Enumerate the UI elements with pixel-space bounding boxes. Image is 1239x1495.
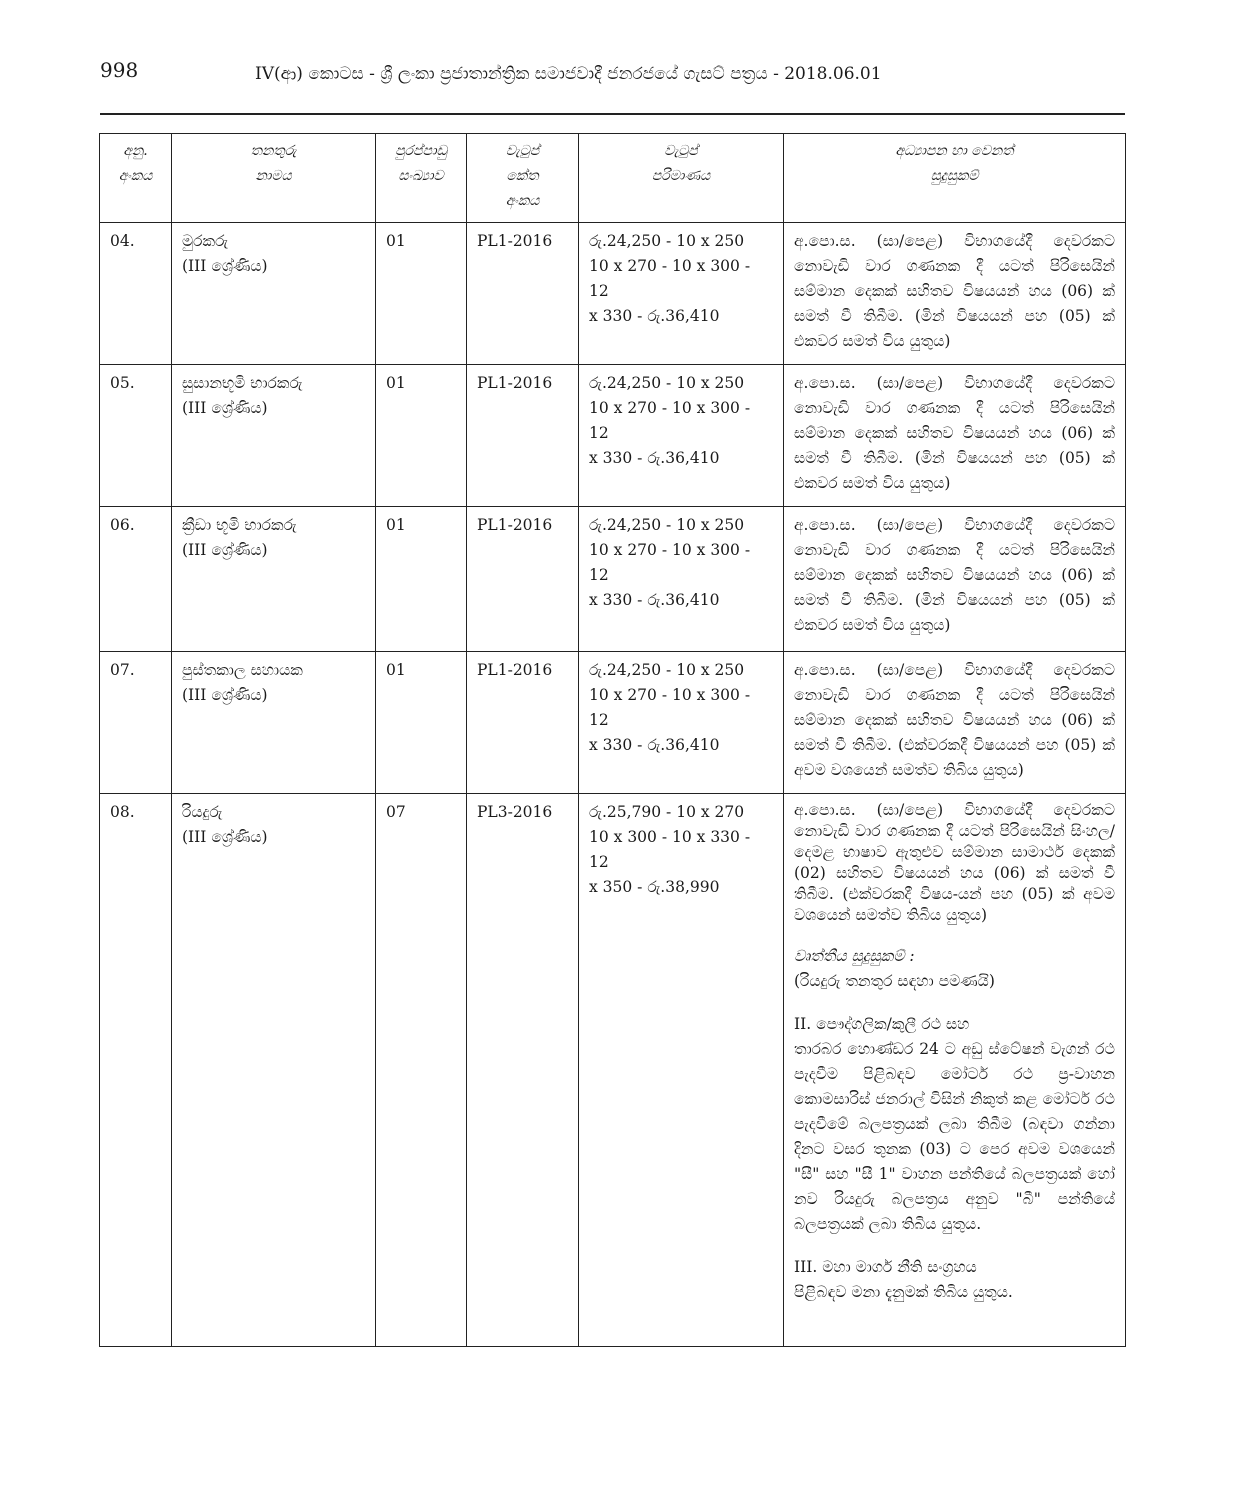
vacancy-count: 07 bbox=[376, 794, 467, 1347]
education-qualification: අ.පො.ස. (සා/පෙළ) විභාගයේදී දෙවරකට නොවැඩි වාර ගණනක දී යටත් පිරිසෙයින් සිංහල/ දෙමළ භාෂාව ඇතුළුව සම්මාන සාමාර්ථ දෙකක් (02) සහිතව විෂයයන් හය (06) ක් සමත් වී තිබීම. (එක්වරකදී විෂය-යන් පහ (05) ක් අවම වශයෙන් සමත්ව තිබිය යුතුය) bbox=[794, 801, 1115, 924]
qualifications: අ.පො.ස. (සා/පෙළ) විභාගයේදී දෙවරකට නොවැඩි වාර ගණනක දී යටත් පිරිසෙයින් සම්මාන දෙකක් සහිතව විෂයයන් හය (06) ක් සමත් වී තිබීම. (මින් විෂයයන් පහ (05) ක් එකවර සමත් විය යුතුය) bbox=[784, 507, 1126, 652]
header-post: තනතුරු නාමය bbox=[172, 134, 376, 223]
item-2-heading: II. පෞද්ගලික/කුලී රථ සහ bbox=[794, 1015, 970, 1033]
row-number: 06. bbox=[100, 507, 172, 652]
table-row bbox=[100, 507, 1126, 652]
page-number: 998 bbox=[100, 58, 139, 82]
item-3-body: පිළිබඳව මනා දැනුමක් තිබිය යුතුය. bbox=[794, 1283, 1013, 1301]
post-name: සුසානභූමි භාරකරු (III ශ්‍රේණිය) bbox=[172, 365, 376, 507]
item-2-body: තාරබර හොණ්ඩර 24 ට අඩු ස්ටේෂන් වැගන් රථ පැදවීම පිළිබඳව මෝටර් රථ ප්‍ර-වාහන කොමසාරිස් ජනරාල් විසින් නිකුත් කළ මෝටර් රථ පැදවීමේ බලපත්‍රයක් ලබා තිබීම (බඳවා ගන්නා දිනට වසර තුනක (03) ට පෙර අවම වශයෙන් "සී" සහ "සී 1" වාහන පන්තියේ බලපත්‍රයක් හෝ නව රියදුරු බලපත්‍රය අනුව "බී" පන්තියේ බලපත්‍රයක් ලබා තිබිය යුතුය. bbox=[794, 1040, 1115, 1233]
table-row bbox=[100, 365, 1126, 507]
header-vacancies: පුරප්පාඩු සංඛ්‍යාව bbox=[376, 134, 467, 223]
vacancy-count: 01 bbox=[376, 365, 467, 507]
vacancy-table bbox=[99, 133, 1126, 1347]
post-name: ක්‍රීඩා භූමි භාරකරු (III ශ්‍රේණිය) bbox=[172, 507, 376, 652]
post-name: පුස්තකාල සහායක (III ශ්‍රේණිය) bbox=[172, 652, 376, 794]
row-number: 05. bbox=[100, 365, 172, 507]
qualifications: අ.පො.ස. (සා/පෙළ) විභාගයේදී දෙවරකට නොවැඩි වාර ගණනක දී යටත් පිරිසෙයින් සම්මාන දෙකක් සහිතව විෂයයන් හය (06) ක් සමත් වී තිබීම. (මින් විෂයයන් පහ (05) ක් එකවර සමත් විය යුතුය) bbox=[784, 223, 1126, 365]
salary-scale: රු.24,250 - 10 x 250 10 x 270 - 10 x 300 - 12 x 330 - රු.36,410 bbox=[579, 507, 784, 652]
vocational-title: වෘත්තීය සුදුසුකම් : bbox=[794, 947, 915, 965]
table-row bbox=[100, 223, 1126, 365]
salary-scale: රු.24,250 - 10 x 250 10 x 270 - 10 x 300 - 12 x 330 - රු.36,410 bbox=[579, 223, 784, 365]
vocational-qualification-block bbox=[794, 944, 1115, 994]
salary-code: PL1-2016 bbox=[467, 365, 579, 507]
header-rule bbox=[100, 113, 1125, 115]
table-header-row bbox=[100, 134, 1126, 223]
salary-code: PL1-2016 bbox=[467, 223, 579, 365]
header-qualifications: අධ්‍යාපන හා වෙනත් සුදුසුකම් bbox=[784, 134, 1126, 223]
header-salary-code: වැටුප් කේත අංකය bbox=[467, 134, 579, 223]
salary-scale: රු.25,790 - 10 x 270 10 x 300 - 10 x 330 - 12 x 350 - රු.38,990 bbox=[579, 794, 784, 1347]
header-salary-scale: වැටුප් පරිමාණය bbox=[579, 134, 784, 223]
vacancy-count: 01 bbox=[376, 652, 467, 794]
salary-scale: රු.24,250 - 10 x 250 10 x 270 - 10 x 300 - 12 x 330 - රු.36,410 bbox=[579, 365, 784, 507]
vacancy-count: 01 bbox=[376, 507, 467, 652]
qualifications: අ.පො.ස. (සා/පෙළ) විභාගයේදී දෙවරකට නොවැඩි වාර ගණනක දී යටත් පිරිසෙයින් සම්මාන දෙකක් සහිතව විෂයයන් හය (06) ක් සමත් වී තිබීම. (මින් විෂයයන් පහ (05) ක් එකවර සමත් විය යුතුය) bbox=[784, 365, 1126, 507]
post-name: රියදුරු (III ශ්‍රේණිය) bbox=[172, 794, 376, 1347]
running-head: IV(ආ) කොටස - ශ්‍රී ලංකා ප්‍රජාතාන්ත්‍රික සමාජවාදී ජනරජයේ ගැසට් පත්‍රය - 2018.06.01 bbox=[255, 64, 882, 84]
table-row bbox=[100, 794, 1126, 1347]
item-3-heading: III. මහා මාර්ග නීති සංග්‍රහය bbox=[794, 1258, 977, 1276]
vacancy-count: 01 bbox=[376, 223, 467, 365]
salary-scale: රු.24,250 - 10 x 250 10 x 270 - 10 x 300 - 12 x 330 - රු.36,410 bbox=[579, 652, 784, 794]
row-number: 04. bbox=[100, 223, 172, 365]
header-no: අනු. අංකය bbox=[100, 134, 172, 223]
qualifications: අ.පො.ස. (සා/පෙළ) විභාගයේදී දෙවරකට නොවැඩි වාර ගණනක දී යටත් පිරිසෙයින් සම්මාන දෙකක් සහිතව විෂයයන් හය (06) ක් සමත් වී තිබීම. (එක්වරකදී විෂයයන් පහ (05) ක් අවම වශයෙන් සමත්ව තිබිය යුතුය) bbox=[784, 652, 1126, 794]
row-number: 08. bbox=[100, 794, 172, 1347]
highway-code-requirement bbox=[794, 1255, 1115, 1305]
row-number: 07. bbox=[100, 652, 172, 794]
post-name: මුරකරු (III ශ්‍රේණිය) bbox=[172, 223, 376, 365]
licence-requirement bbox=[794, 1012, 1115, 1237]
salary-code: PL1-2016 bbox=[467, 507, 579, 652]
salary-code: PL1-2016 bbox=[467, 652, 579, 794]
qualifications bbox=[784, 794, 1126, 1347]
table-row bbox=[100, 652, 1126, 794]
vocational-note: (රියදුරු තනතුර සඳහා පමණයි) bbox=[794, 972, 995, 990]
salary-code: PL3-2016 bbox=[467, 794, 579, 1347]
